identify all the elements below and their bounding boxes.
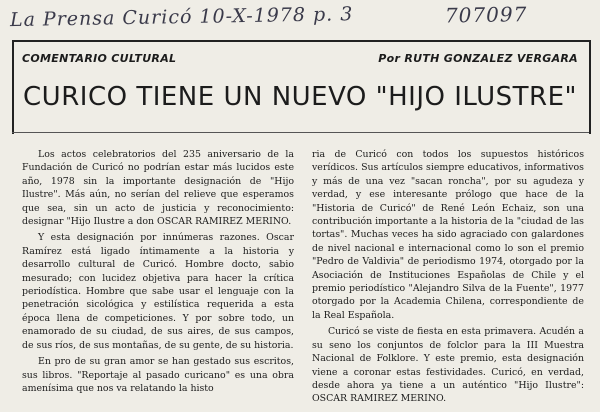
paragraph: Los actos celebratorios del 235 aniversario de la Fundación de Curicó no podrían estar más lucidos este año, 1978 sin la importante designación de "Hijo Ilustre". Más aún, no serían del relieve que esperamos que sea, sin un acto de justicia y reconocimiento: designar "Hijo Ilustre a don OSCAR RAMIREZ MERINO. (22, 149, 294, 228)
article-column-2 (312, 148, 584, 409)
handwritten-source-note (10, 0, 595, 39)
section-label: COMENTARIO CULTURAL (22, 52, 177, 65)
paragraph: Y esta designación por innúmeras razones. Oscar Ramírez está ligado íntimamente a la historia y desarrollo cultural de Curicó. Hombre docto, sabio mesurado; con lucidez objetiva para hacer la crítica periodística. Hombre que sabe usar el lenguaje con la penetración sicológica y estilística requerida a esta época llena de competiciones. Y por sobre todo, un enamorado de su ciudad, de sus aires, de sus campos, de sus ríos, de sus montañas, de su gente, de su historia. (22, 232, 294, 351)
paragraph: Curicó se viste de fiesta en esta primavera. Acudén a su seno los conjuntos de folclor para la III Muestra Nacional de Folklore. Y este premio, esta designación viene a coronar estas festividades. Curicó, en verdad, desde ahora ya tiene a un auténtico "Hijo Ilustre": OSCAR RAMIREZ MERINO. (312, 326, 584, 405)
handwritten-citation: La Prensa Curicó 10-X-1978 p. 3 (9, 3, 354, 32)
header-rule (12, 132, 589, 133)
article-title: CURICO TIENE UN NUEVO "HIJO ILUSTRE" (23, 82, 577, 112)
article-column-1 (22, 148, 294, 398)
byline: Por RUTH GONZALEZ VERGARA (378, 52, 578, 65)
handwritten-catalog-number: 707097 (444, 2, 528, 28)
paragraph: ria de Curicó con todos los supuestos históricos verídicos. Sus artículos siempre educativos, informativos y más de una vez "sacan roncha", por su agudeza y verdad, y ese interesante prólogo que hace de la "Historia de Curicó" de René León Echaiz, son una contribución importante a la historia de la "ciudad de las tortas". Muchas veces ha sido agraciado con galardones de nivel nacional e internacional como lo son el premio "Pedro de Valdivia" de periodismo 1974, otorgado por la Asociación de Instituciones Españolas de Chile y el premio periodístico "Alejandro Silva de la Fuente", 1977 otorgado por la Academia Chilena, correspondiente de la Real Española. (312, 149, 584, 321)
paragraph: En pro de su gran amor se han gestado sus escritos, sus libros. "Reportaje al pasado curicano" es una obra amenísima que nos va relatando la histo (22, 356, 294, 394)
